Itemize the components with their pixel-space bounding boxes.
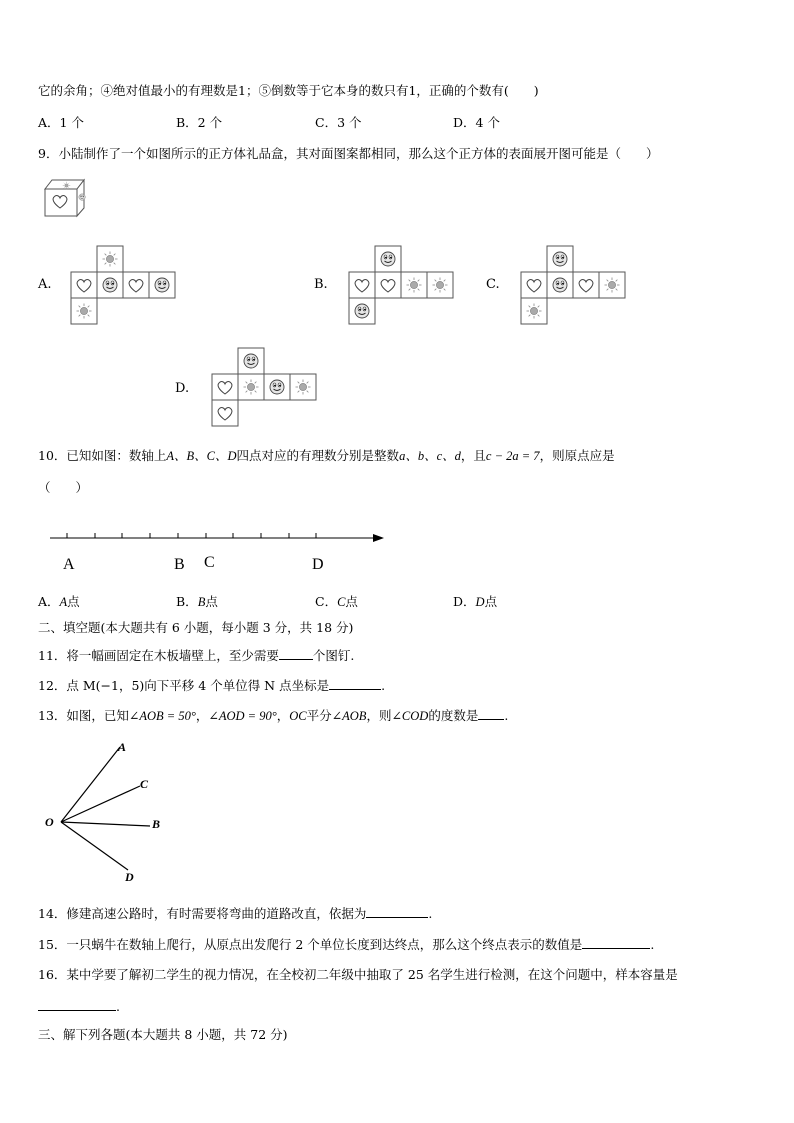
q9-figures [0, 0, 794, 440]
question-8-tail: 它的余角；④绝对值最小的有理数是1；⑤倒数等于它本身的数只有1，正确的个数有( ) [38, 83, 539, 98]
q8-option-a: A．1 个 [38, 115, 84, 130]
q8-option-b: B．2 个 [176, 115, 223, 130]
question-10 [38, 448, 615, 464]
question-16: 16．某中学要了解初二学生的视力情况，在全校初二年级中抽取了 25 名学生进行检测，在这个问题中，样本容量是 [38, 967, 678, 982]
ray-oc [61, 786, 140, 822]
question-15: 15．一只蜗牛在数轴上爬行，从原点出发爬行 2 个单位长度到达终点，那么这个终点表示的数值是 . [38, 937, 655, 952]
q16-answer-blank[interactable] [38, 998, 116, 1011]
question-9: 9．小陆制作了一个如图所示的正方体礼品盒，其对面图案都相同，那么这个正方体的表面展开图可能是（ ） [38, 146, 659, 161]
question-13: 13．如图，已知∠AOB = 50°，∠AOD = 90°，OC平分∠AOB，则∠COD的度数是 . [38, 708, 509, 723]
question-12: 12．点 M(−1，5)向下平移 4 个单位得 N 点坐标是 . [38, 678, 386, 693]
angle-label-o: O [45, 815, 54, 829]
question-11: 11．将一幅画固定在木板墙壁上，至少需要 个图钉. [38, 648, 355, 663]
q10-points: A、B、C、D [166, 449, 237, 463]
angle-label-b: B [152, 817, 161, 831]
ray-oa [61, 747, 120, 822]
q10-answer-paren: （ ） [38, 480, 89, 495]
ray-od [61, 822, 128, 870]
section-3-heading: 三、解下列各题(本大题共 8 小题，共 72 分) [38, 1027, 288, 1042]
q9-cube [45, 180, 85, 216]
q12-answer-blank[interactable] [329, 677, 381, 690]
q13-answer-blank[interactable] [478, 707, 504, 720]
axis-label-c: C [204, 554, 215, 571]
angle-label-d: D [125, 870, 134, 884]
q9-label-d: D. [175, 381, 190, 396]
q10-text: 四点对应的有理数分别是整数 [236, 448, 400, 463]
q9-net-b [349, 246, 453, 324]
q9-label-a: A. [38, 277, 52, 292]
q10-equation: c − 2a = 7 [485, 449, 540, 463]
q14-answer-blank[interactable] [366, 905, 428, 918]
q10-option-b: B．B点 [176, 594, 218, 609]
question-16-blank-line: . [38, 998, 120, 1015]
axis-label-d: D [312, 556, 324, 573]
q13-angle-figure [40, 738, 240, 888]
q10-text: 10．已知如图：数轴上 [38, 448, 167, 463]
q9-net-d [212, 348, 316, 426]
sun-icon [63, 182, 71, 190]
q11-answer-blank[interactable] [279, 647, 313, 660]
q15-answer-blank[interactable] [582, 936, 650, 949]
q10-option-d: D．D点 [453, 594, 498, 609]
angle-label-c: C [140, 777, 149, 791]
question-14: 14．修建高速公路时，有时需要将弯曲的道路改直，依据为 . [38, 906, 433, 921]
q10-number-line [0, 525, 794, 585]
q8-option-c: C．3 个 [315, 115, 362, 130]
q9-label-c: C. [486, 277, 500, 292]
q8-option-d: D．4 个 [453, 115, 500, 130]
q9-net-a [71, 246, 175, 324]
arrow-icon [373, 534, 384, 542]
smiley-icon [79, 194, 85, 200]
axis-label-a: A [63, 556, 75, 573]
ray-ob [61, 822, 150, 826]
section-2-heading: 二、填空题(本大题共有 6 小题，每小题 3 分，共 18 分) [38, 620, 354, 635]
q10-text: ，则原点应是 [539, 448, 615, 463]
q9-net-c [521, 246, 625, 324]
q10-option-c: C．C点 [315, 594, 358, 609]
axis-label-b: B [174, 556, 185, 573]
angle-label-a: A [118, 740, 127, 754]
q10-vars: a、b、c、d [399, 449, 461, 463]
q10-text: ，且 [460, 448, 486, 463]
q9-label-b: B. [314, 277, 328, 292]
q10-option-a: A．A点 [38, 594, 80, 609]
